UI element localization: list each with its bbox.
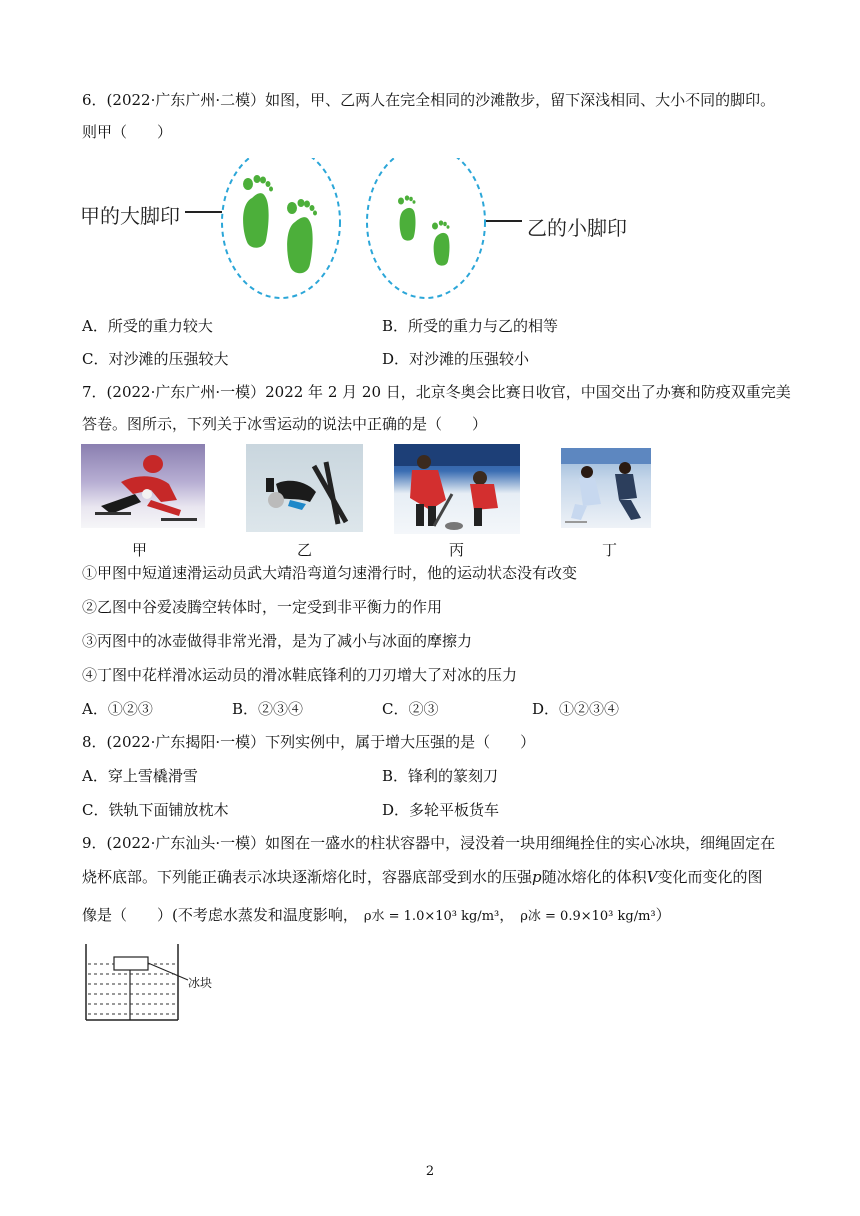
q9-stem-line2: 烧杯底部。下列能正确表示冰块逐渐熔化时，容器底部受到水的压强p随冰熔化的体积V变化而变化的图 [82,868,763,886]
q8-option-a: A．穿上雪橇滑雪 [82,767,198,785]
q8-option-d: D．多轮平板货车 [382,801,500,819]
q9-container-figure [84,944,224,1024]
photo-speed-skater [81,444,205,528]
small-footprint-label: 乙的小脚印 [527,216,627,240]
big-footprint-icon [243,175,317,273]
big-footprint-label: 甲的大脚印 [80,204,180,228]
photo-figure-skating [561,448,651,528]
q7-option-d: D．①②③④ [532,700,620,718]
page-number: 2 [425,1164,435,1179]
q7-statement-3: ③丙图中的冰壶做得非常光滑，是为了减小与冰面的摩擦力 [82,632,473,650]
q6-option-b: B．所受的重力与乙的相等 [382,317,559,335]
q7-statement-2: ②乙图中谷爱凌腾空转体时，一定受到非平衡力的作用 [82,598,443,616]
q6-stem-line1: 6．(2022·广东广州·二模）如图，甲、乙两人在完全相同的沙滩散步，留下深浅相同、大小不同的脚印。 [82,91,776,109]
q6-option-c: C．对沙滩的压强较大 [82,350,229,368]
q6-stem-line2: 则甲（ ） [82,123,173,141]
q8-option-b: B．锋利的篆刻刀 [382,767,499,785]
q7-option-b: B．②③④ [232,700,304,718]
q9-stem-line3: 像是（ ）(不考虑水蒸发和温度影响， ρ水 = 1.0×10³ kg/m³， ρ冰 = 0.9×10³ kg/m³） [82,906,671,924]
var-v: V [646,868,658,886]
photo-curling [394,444,520,534]
q8-stem: 8．(2022·广东揭阳·一模）下列实例中，属于增大压强的是（ ） [82,733,536,751]
caption-bing: 丙 [449,541,465,559]
small-footprint-icon [398,195,450,265]
rho-ice: ρ冰 = 0.9×10³ kg/m³ [520,909,656,924]
q7-stem-line2: 答卷。图所示，下列关于冰雪运动的说法中正确的是（ ） [82,415,488,433]
photo-aerial-skier [246,444,363,532]
ice-block-label: 冰块 [188,976,213,990]
caption-ding: 丁 [602,541,618,559]
q8-option-c: C．铁轨下面铺放枕木 [82,801,229,819]
q6-option-d: D．对沙滩的压强较小 [382,350,530,368]
rho-water: ρ水 = 1.0×10³ kg/m³ [363,909,500,924]
q6-footprint-figure [80,158,640,300]
q7-stem-line1: 7．(2022·广东广州·一模）2022 年 2 月 20 日，北京冬奥会比赛日收官，中国交出了办赛和防疫双重完美 [82,383,791,401]
caption-yi: 乙 [297,541,313,559]
left-circle [222,158,340,298]
var-p: p [532,868,542,886]
ice-block [114,957,148,970]
caption-jia: 甲 [132,541,148,559]
q7-statement-1: ①甲图中短道速滑运动员武大靖沿弯道匀速滑行时，他的运动状态没有改变 [82,564,578,582]
q7-statement-4: ④丁图中花样滑冰运动员的滑冰鞋底锋利的刀刃增大了对冰的压力 [82,666,518,684]
q7-option-c: C．②③ [382,700,439,718]
q9-stem-line1: 9．(2022·广东汕头·一模）如图在一盛水的柱状容器中，浸没着一块用细绳拴住的实心冰块，细绳固定在 [82,834,776,852]
q7-option-a: A．①②③ [82,700,153,718]
right-circle [367,158,485,298]
q6-option-a: A．所受的重力较大 [82,317,213,335]
